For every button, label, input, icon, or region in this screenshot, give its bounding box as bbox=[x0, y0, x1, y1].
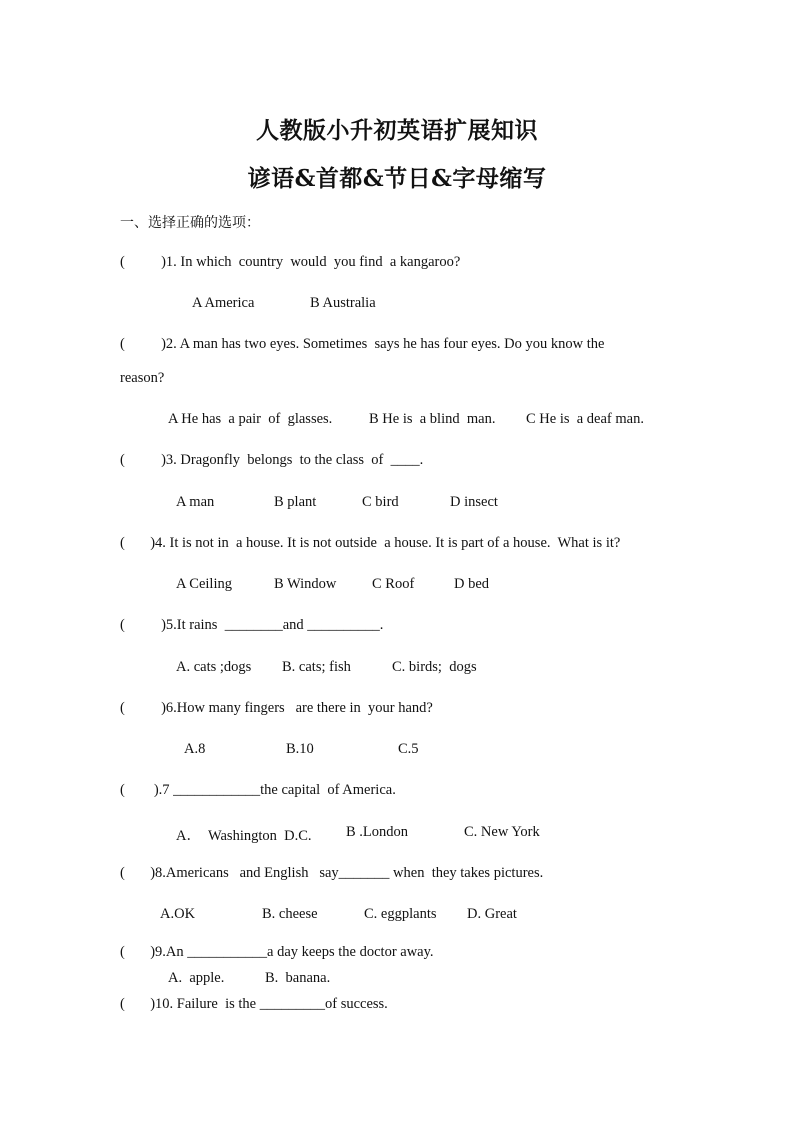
q3-option-d: D insect bbox=[450, 494, 498, 510]
q5-option-c: C. birds; dogs bbox=[392, 659, 477, 675]
question-6: ( )6.How many fingers are there in your hand? bbox=[120, 700, 433, 716]
q6-option-a: A.8 bbox=[184, 741, 206, 757]
q1-option-a: A America bbox=[192, 295, 255, 311]
question-1: ( )1. In which country would you find a kangaroo? bbox=[120, 254, 461, 270]
q8-option-d: D. Great bbox=[467, 906, 517, 922]
q1-option-b: B Australia bbox=[310, 295, 376, 311]
q8-option-c: C. eggplants bbox=[364, 906, 437, 922]
question-4: ( )4. It is not in a house. It is not outside a house. It is part of a house. What is it? bbox=[120, 535, 621, 551]
q5-option-a: A. cats ;dogs bbox=[176, 659, 252, 675]
page-subtitle: 谚语&首都&节日&字母缩写 bbox=[247, 165, 547, 192]
page-title: 人教版小升初英语扩展知识 bbox=[256, 117, 538, 144]
question-2: ( )2. A man has two eyes. Sometimes says he has four eyes. Do you know the bbox=[120, 336, 605, 352]
question-9: ( )9.An ___________a day keeps the doctor away. bbox=[120, 944, 434, 960]
q6-option-b: B.10 bbox=[286, 741, 314, 757]
q4-option-d: D bed bbox=[454, 576, 490, 592]
q6-option-c: C.5 bbox=[398, 741, 419, 757]
q7-option-c: C. New York bbox=[464, 824, 540, 840]
q3-option-c: C bird bbox=[362, 494, 399, 510]
q2-option-a: A He has a pair of glasses. bbox=[168, 411, 333, 427]
question-7: ( ).7 ____________the capital of America. bbox=[120, 782, 396, 798]
q5-option-b: B. cats; fish bbox=[282, 659, 351, 675]
q4-option-b: B Window bbox=[274, 576, 337, 592]
q4-option-c: C Roof bbox=[372, 576, 415, 592]
q8-option-b: B. cheese bbox=[262, 906, 318, 922]
q3-option-b: B plant bbox=[274, 494, 317, 510]
q2-option-c: C He is a deaf man. bbox=[526, 411, 644, 427]
q7-option-a: A． Washington D.C. bbox=[176, 828, 312, 844]
q8-option-a: A.OK bbox=[160, 906, 196, 922]
q3-option-a: A man bbox=[176, 494, 215, 510]
question-8: ( )8.Americans and English say_______ when they takes pictures. bbox=[120, 865, 544, 881]
question-2-cont: reason? bbox=[120, 370, 165, 386]
q9-option-a: A. apple. bbox=[168, 970, 225, 986]
question-3: ( )3. Dragonfly belongs to the class of ____. bbox=[120, 452, 424, 468]
section-heading: 一、选择正确的选项： bbox=[120, 215, 260, 231]
question-10: ( )10. Failure is the _________of success. bbox=[120, 996, 388, 1012]
q2-option-b: B He is a blind man. bbox=[369, 411, 496, 427]
q4-option-a: A Ceiling bbox=[176, 576, 232, 592]
q9-option-b: B. banana. bbox=[265, 970, 331, 986]
q7-option-b: B .London bbox=[346, 824, 409, 840]
question-5: ( )5.It rains ________and __________. bbox=[120, 617, 384, 633]
